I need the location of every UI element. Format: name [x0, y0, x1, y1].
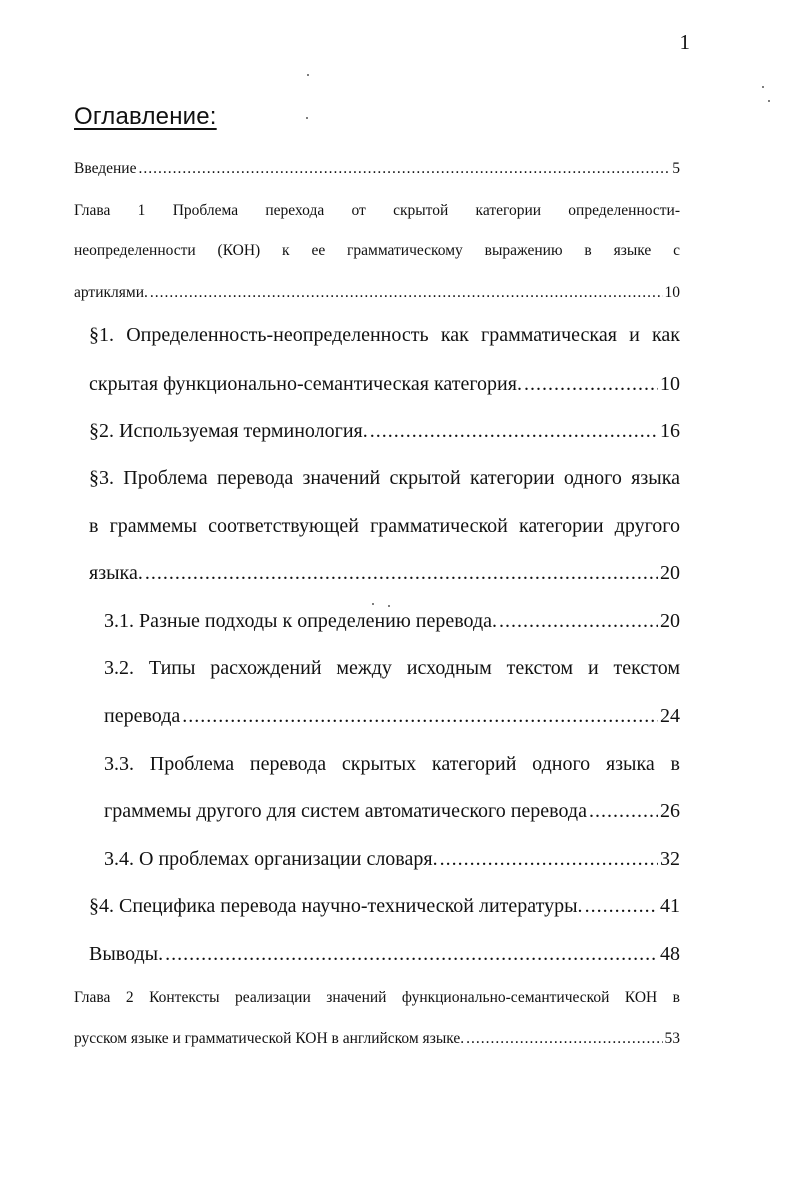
toc-entry-section-3-line-2[interactable]: в граммемы соответствующей грамматической категории другого — [89, 515, 680, 537]
toc-entry-page: 5 — [672, 160, 680, 177]
toc-entry-section-4[interactable] — [89, 895, 680, 918]
toc-entry-subsection-3-3-line-2[interactable] — [104, 800, 680, 823]
scan-speck — [762, 86, 764, 88]
toc-entry-section-2[interactable] — [89, 420, 680, 443]
toc-heading: Оглавление: — [74, 103, 217, 130]
toc-entry-title: 3.1. Разные подходы к определению перевода. — [104, 610, 498, 632]
toc-entry-chapter-1-line-1[interactable]: Глава 1 Проблема перехода от скрытой категории определенности- — [74, 202, 680, 219]
toc-entry-page: 16 — [660, 420, 680, 442]
dot-leader — [165, 943, 658, 966]
scan-speck — [307, 74, 309, 76]
toc-entry-chapter-2-line-2[interactable] — [74, 1030, 680, 1048]
scan-speck — [388, 605, 390, 607]
toc-entry-section-1-line-1[interactable]: §1. Определенность-неопределенность как грамматическая и как — [89, 324, 680, 346]
dot-leader — [150, 284, 663, 302]
toc-entry-section-3-line-3[interactable] — [89, 562, 680, 585]
toc-entry-subsection-3-3-line-1[interactable]: 3.3. Проблема перевода скрытых категорий одного языка в — [104, 753, 680, 775]
dot-leader — [138, 160, 670, 178]
toc-entry-subsection-3-4[interactable] — [104, 848, 680, 871]
dot-leader — [370, 420, 658, 443]
toc-entry-conclusions[interactable] — [89, 943, 680, 966]
scan-speck — [306, 117, 308, 119]
toc-entry-page: 32 — [660, 848, 680, 870]
toc-entry-title: 3.4. О проблемах организации словаря. — [104, 848, 438, 870]
toc-entry-chapter-2-line-1[interactable]: Глава 2 Контексты реализации значений функционально-семантической КОН в — [74, 989, 680, 1006]
toc-entry-page: 10 — [664, 284, 680, 301]
toc-entry-title: граммемы другого для систем автоматического перевода — [104, 800, 587, 822]
toc-entry-title: Выводы. — [89, 943, 164, 965]
scan-speck — [372, 603, 374, 605]
toc-entry-page: 53 — [664, 1030, 680, 1047]
toc-entry-subsection-3-2-line-1[interactable]: 3.2. Типы расхождений между исходным текстом и текстом — [104, 657, 680, 679]
toc-entry-title: §2. Используемая терминология. — [89, 420, 368, 442]
toc-entry-section-1-line-2[interactable] — [89, 373, 680, 396]
toc-entry-subsection-3-1[interactable] — [104, 610, 680, 633]
toc-entry-section-3-line-1[interactable]: §3. Проблема перевода значений скрытой категории одного языка — [89, 467, 680, 489]
toc-entry-title: артиклями. — [74, 284, 148, 301]
dot-leader — [589, 800, 658, 823]
dot-leader — [524, 373, 658, 396]
dot-leader — [145, 562, 658, 585]
toc-entry-page: 24 — [660, 705, 680, 727]
dot-leader — [499, 610, 658, 633]
toc-entry-page: 20 — [660, 562, 680, 584]
toc-entry-introduction[interactable] — [74, 160, 680, 178]
toc-entry-page: 41 — [660, 895, 680, 917]
toc-entry-title: §4. Специфика перевода научно-технической литературы. — [89, 895, 583, 917]
toc-entry-subsection-3-2-line-2[interactable] — [104, 705, 680, 728]
toc-entry-title: Введение — [74, 160, 137, 177]
toc-entry-page: 20 — [660, 610, 680, 632]
scan-speck — [768, 100, 770, 102]
toc-entry-title: языка. — [89, 562, 143, 584]
toc-entry-title: перевода — [104, 705, 181, 727]
dot-leader — [585, 895, 658, 918]
toc-entry-page: 10 — [660, 373, 680, 395]
toc-entry-title: скрытая функционально-семантическая категория. — [89, 373, 522, 395]
dot-leader — [182, 705, 658, 728]
page-number: 1 — [679, 30, 690, 54]
toc-entry-chapter-1-line-2[interactable]: неопределенности (КОН) к ее грамматическому выражению в языке с — [74, 242, 680, 259]
toc-entry-page: 26 — [660, 800, 680, 822]
toc-entry-chapter-1-line-3[interactable] — [74, 284, 680, 302]
dot-leader — [466, 1030, 662, 1048]
toc-entry-title: русском языке и грамматической КОН в английском языке. — [74, 1030, 465, 1047]
dot-leader — [440, 848, 658, 871]
toc-entry-page: 48 — [660, 943, 680, 965]
